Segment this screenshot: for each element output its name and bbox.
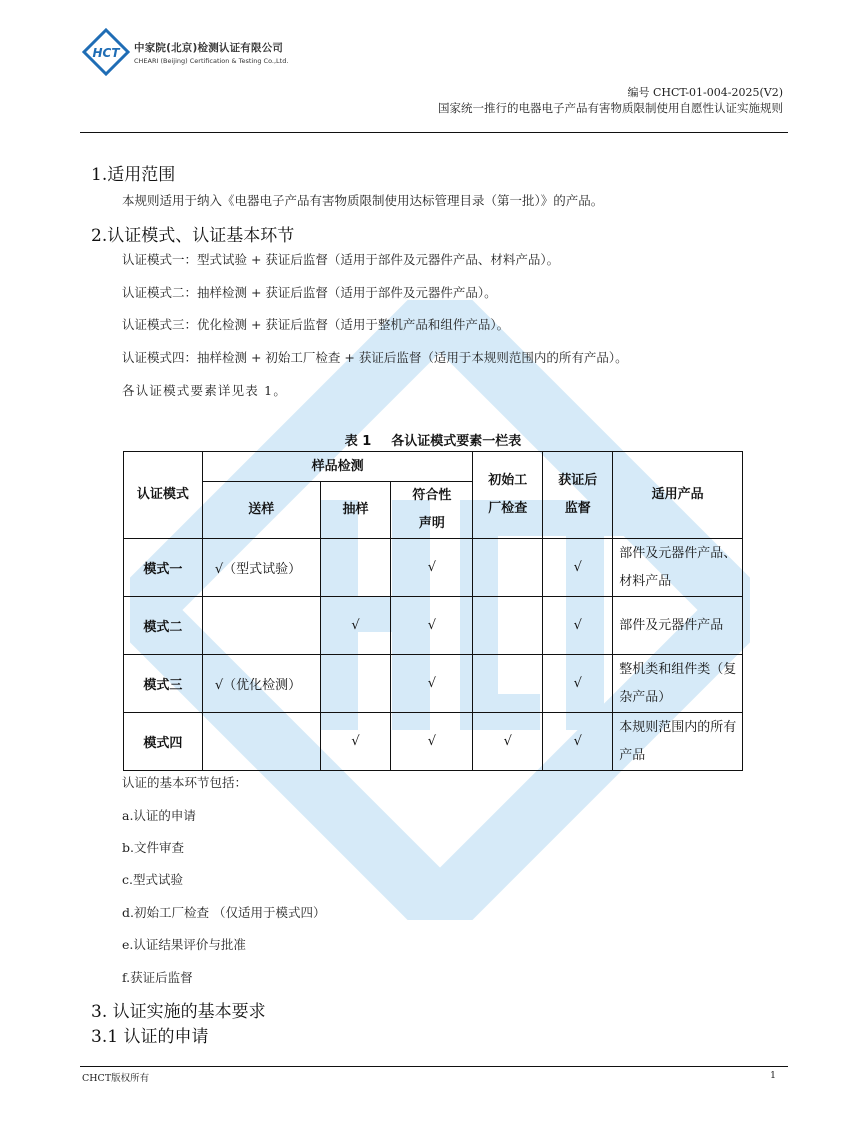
row-factory: √ [473, 713, 543, 771]
row-factory [473, 655, 543, 713]
header-conformity: 符合性声明 [391, 482, 473, 539]
list-item: d.初始工厂检查 （仅适用于模式四） [122, 905, 326, 920]
row-conformity: √ [391, 655, 473, 713]
row-factory [473, 597, 543, 655]
company-logo [82, 28, 288, 76]
section-2-title: 2.认证模式、认证基本环节 [91, 226, 295, 246]
mode-4-description: 认证模式四：抽样检测 + 初始工厂检查 + 获证后监督（适用于本规则范围内的所有产品）。 [122, 350, 628, 365]
mode-2-description: 认证模式二：抽样检测 + 获证后监督（适用于部件及元器件产品）。 [122, 285, 497, 300]
section-3-title: 3. 认证实施的基本要求 [91, 1002, 266, 1022]
row-supervision: √ [543, 655, 613, 713]
header-send-sample: 送样 [202, 482, 320, 539]
row-supervision: √ [543, 539, 613, 597]
row-mode: 模式三 [124, 655, 203, 713]
svg-text:HCT: HCT [92, 46, 120, 60]
row-mode: 模式一 [124, 539, 203, 597]
row-factory [473, 539, 543, 597]
header-divider [80, 132, 788, 133]
row-send: √（优化检测） [202, 655, 320, 713]
table-row [124, 655, 743, 713]
header-sampling: 抽样 [320, 482, 391, 539]
row-supervision: √ [543, 597, 613, 655]
row-products: 部件及元器件产品 [613, 597, 743, 655]
table-row [124, 713, 743, 771]
row-products: 整机类和组件类（复杂产品） [613, 655, 743, 713]
row-products: 部件及元器件产品、材料产品 [613, 539, 743, 597]
row-conformity: √ [391, 597, 473, 655]
row-sampling: √ [320, 713, 391, 771]
row-send: √（型式试验） [202, 539, 320, 597]
section-1-title: 1.适用范围 [91, 165, 176, 185]
row-conformity: √ [391, 539, 473, 597]
row-sampling: √ [320, 597, 391, 655]
table-reference: 各认证模式要素详见表 1。 [122, 383, 288, 398]
table-caption-number: 表 1 [344, 434, 372, 449]
row-send [202, 597, 320, 655]
section-1-paragraph: 本规则适用于纳入《电器电子产品有害物质限制使用达标管理目录（第一批）》的产品。 [122, 193, 604, 208]
list-item: f.获证后监督 [122, 970, 193, 985]
row-mode: 模式二 [124, 597, 203, 655]
table-row [124, 539, 743, 597]
mode-1-description: 认证模式一：型式试验 + 获证后监督（适用于部件及元器件产品、材料产品）。 [122, 252, 560, 267]
header-products: 适用产品 [613, 452, 743, 539]
mode-3-description: 认证模式三：优化检测 + 获证后监督（适用于整机产品和组件产品）。 [122, 317, 510, 332]
row-products: 本规则范围内的所有产品 [613, 713, 743, 771]
document-code: 编号 CHCT-01-004-2025(V2) [627, 86, 783, 99]
list-item: a.认证的申请 [122, 808, 196, 823]
header-sample-testing: 样品检测 [202, 452, 473, 482]
list-item: e.认证结果评价与批准 [122, 937, 246, 952]
section-3-1-title: 3.1 认证的申请 [91, 1027, 209, 1047]
company-name-cn: 中家院(北京)检测认证有限公司 [134, 41, 284, 54]
header-factory-inspection: 初始工厂检查 [473, 452, 543, 539]
header-supervision: 获证后监督 [543, 452, 613, 539]
table-row [124, 597, 743, 655]
list-item: b.文件审查 [122, 840, 184, 855]
row-sampling [320, 539, 391, 597]
footer-copyright: CHCT版权所有 [82, 1073, 150, 1084]
list-item: c.型式试验 [122, 872, 183, 887]
hct-logo-icon [82, 28, 130, 76]
basic-steps-intro: 认证的基本环节包括： [122, 775, 248, 790]
row-mode: 模式四 [124, 713, 203, 771]
row-send [202, 713, 320, 771]
row-sampling [320, 655, 391, 713]
table-caption-title: 各认证模式要素一栏表 [391, 434, 522, 449]
certification-mode-table [123, 451, 743, 771]
company-name-en: CHEARI (Beijing) Certification & Testing Co.,Ltd. [134, 56, 289, 65]
row-conformity: √ [391, 713, 473, 771]
page-number: 1 [769, 1070, 776, 1081]
row-supervision: √ [543, 713, 613, 771]
footer-divider [80, 1066, 788, 1067]
table-caption [0, 430, 866, 449]
header-mode: 认证模式 [124, 452, 203, 539]
document-title: 国家统一推行的电器电子产品有害物质限制使用自愿性认证实施规则 [438, 101, 783, 115]
